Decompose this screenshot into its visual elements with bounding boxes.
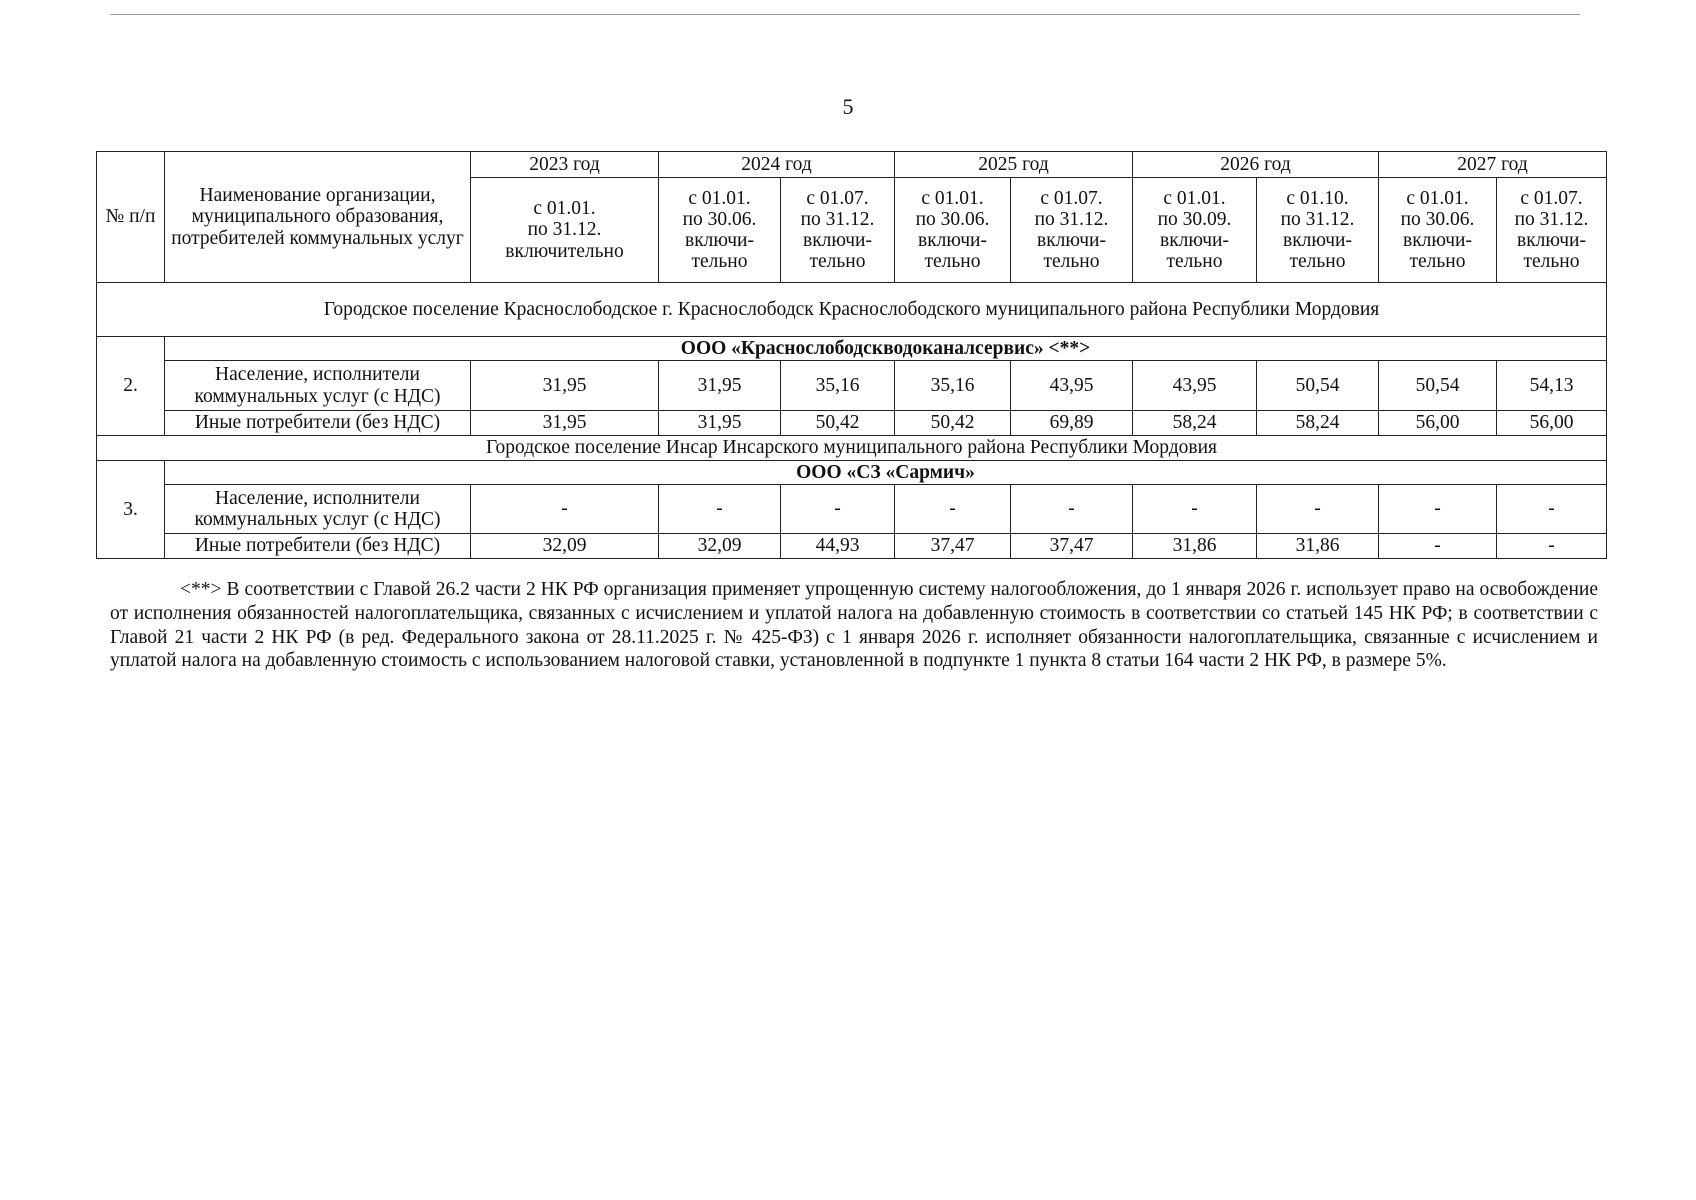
period-from: с 01.10.: [1286, 187, 1349, 209]
tariff-value: 31,95: [659, 411, 781, 436]
tariff-value: 31,86: [1133, 534, 1257, 559]
period-suffix: включи-тельно: [685, 230, 754, 273]
tariff-value: 58,24: [1133, 411, 1257, 436]
period-to: по 30.06.: [1400, 208, 1475, 230]
org-row: [97, 337, 1607, 361]
tariff-value: -: [895, 485, 1011, 534]
tariff-value: 43,95: [1011, 361, 1133, 411]
header-num: № п/п: [97, 152, 165, 283]
tariff-value: 50,54: [1257, 361, 1379, 411]
table-row: [97, 534, 1607, 559]
header-period-2023: [471, 178, 659, 283]
period-suffix: включи-тельно: [918, 230, 987, 273]
header-period-2027-h1: [1379, 178, 1497, 283]
header-year-2024: 2024 год: [659, 152, 895, 178]
header-period-2026-q1-3: [1133, 178, 1257, 283]
header-year-2023: 2023 год: [471, 152, 659, 178]
tariff-value: 32,09: [659, 534, 781, 559]
tariff-value: 31,95: [471, 361, 659, 411]
period-from: с 01.07.: [1520, 187, 1583, 209]
tariff-value: 50,42: [895, 411, 1011, 436]
header-name: Наименование организации, муниципального образования, потребителей коммунальных услуг: [165, 152, 471, 283]
period-from: с 01.01.: [688, 187, 751, 209]
consumer-label: Население, исполнители коммунальных услуг (с НДС): [165, 361, 471, 411]
period-suffix: включительно: [505, 240, 624, 262]
organization-name: ООО «СЗ «Сармич»: [165, 461, 1607, 485]
period-to: по 30.06.: [682, 208, 757, 230]
tariff-value: -: [1497, 485, 1607, 534]
tariff-value: -: [1497, 534, 1607, 559]
tariff-value: 56,00: [1379, 411, 1497, 436]
region-row: [97, 283, 1607, 337]
tariff-value: -: [1379, 485, 1497, 534]
period-suffix: включи-тельно: [1283, 230, 1352, 273]
header-period-2027-h2: [1497, 178, 1607, 283]
region-title: Городское поселение Инсар Инсарского муниципального района Республики Мордовия: [97, 436, 1607, 461]
tariff-value: 56,00: [1497, 411, 1607, 436]
tariff-value: 50,54: [1379, 361, 1497, 411]
tariff-value: 50,42: [781, 411, 895, 436]
header-period-2024-h2: [781, 178, 895, 283]
period-to: по 31.12.: [1514, 208, 1589, 230]
period-from: с 01.07.: [806, 187, 869, 209]
tariff-value: 35,16: [781, 361, 895, 411]
period-suffix: включи-тельно: [1517, 230, 1586, 273]
tariff-value: 54,13: [1497, 361, 1607, 411]
tariff-value: 58,24: [1257, 411, 1379, 436]
header-year-2027: 2027 год: [1379, 152, 1607, 178]
tariff-value: 69,89: [1011, 411, 1133, 436]
table-row: [97, 485, 1607, 534]
tariff-value: 35,16: [895, 361, 1011, 411]
period-to: по 31.12.: [800, 208, 875, 230]
table-row: [97, 411, 1607, 436]
tariff-value: 44,93: [781, 534, 895, 559]
page-number: 5: [842, 94, 854, 119]
period-from: с 01.01.: [1406, 187, 1469, 209]
tariff-value: 31,86: [1257, 534, 1379, 559]
consumer-label: Население, исполнители коммунальных услуг (с НДС): [165, 485, 471, 534]
table-row: [97, 361, 1607, 411]
period-from: с 01.01.: [533, 198, 596, 220]
tariff-value: 37,47: [1011, 534, 1133, 559]
tariff-value: -: [781, 485, 895, 534]
period-to: по 30.09.: [1157, 208, 1232, 230]
organization-name: ООО «Краснослободскводоканалсервис» <**>: [165, 337, 1607, 361]
header-period-2026-q4: [1257, 178, 1379, 283]
period-to: по 31.12.: [1280, 208, 1355, 230]
consumer-label: Иные потребители (без НДС): [165, 411, 471, 436]
tariff-value: -: [1379, 534, 1497, 559]
period-to: по 30.06.: [915, 208, 990, 230]
tariff-value: -: [1257, 485, 1379, 534]
consumer-label: Иные потребители (без НДС): [165, 534, 471, 559]
row-number: 3.: [97, 461, 165, 559]
footnote: <**> В соответствии с Главой 26.2 части 2 НК РФ организация применяет упрощенную систему налогообложения, до 1 января 2026 г. использует право на освобождение от исполнения обязанностей налогоплательщика, связанных с исчислением и уплатой налога на добавленную стоимость в соответствии со статьей 145 НК РФ; в соответствии с Главой 21 части 2 НК РФ (в ред. Федерального закона от 28.11.2025 г. № 425-ФЗ) с 1 января 2026 г. исполняет обязанности налогоплательщика, связанные с исчислением и уплатой налога на добавленную стоимость с использованием налоговой ставки, установленной в подпункте 1 пункта 8 статьи 164 части 2 НК РФ, в размере 5%.: [110, 579, 1598, 672]
header-period-2024-h1: [659, 178, 781, 283]
period-suffix: включи-тельно: [803, 230, 872, 273]
period-to: по 31.12.: [1034, 208, 1109, 230]
org-row: [97, 461, 1607, 485]
period-suffix: включи-тельно: [1160, 230, 1229, 273]
header-year-2025: 2025 год: [895, 152, 1133, 178]
tariff-value: 37,47: [895, 534, 1011, 559]
header-year-2026: 2026 год: [1133, 152, 1379, 178]
tariff-value: -: [1133, 485, 1257, 534]
period-from: с 01.07.: [1040, 187, 1103, 209]
row-number: 2.: [97, 337, 165, 436]
tariff-value: -: [1011, 485, 1133, 534]
tariff-value: 32,09: [471, 534, 659, 559]
tariff-value: -: [659, 485, 781, 534]
period-from: с 01.01.: [1163, 187, 1226, 209]
period-to: по 31.12.: [527, 219, 602, 241]
region-title: Городское поселение Краснослободское г. Краснослободск Краснослободского муниципального района Республики Мордовия: [97, 283, 1607, 337]
region-row: [97, 436, 1607, 461]
period-from: с 01.01.: [921, 187, 984, 209]
tariff-value: 31,95: [659, 361, 781, 411]
header-period-2025-h1: [895, 178, 1011, 283]
period-suffix: включи-тельно: [1037, 230, 1106, 273]
scan-top-rule: [110, 14, 1580, 15]
tariff-value: 43,95: [1133, 361, 1257, 411]
period-suffix: включи-тельно: [1403, 230, 1472, 273]
tariff-table: [96, 151, 1607, 559]
header-period-2025-h2: [1011, 178, 1133, 283]
tariff-value: 31,95: [471, 411, 659, 436]
header-row-years: [97, 152, 1607, 178]
tariff-value: -: [471, 485, 659, 534]
